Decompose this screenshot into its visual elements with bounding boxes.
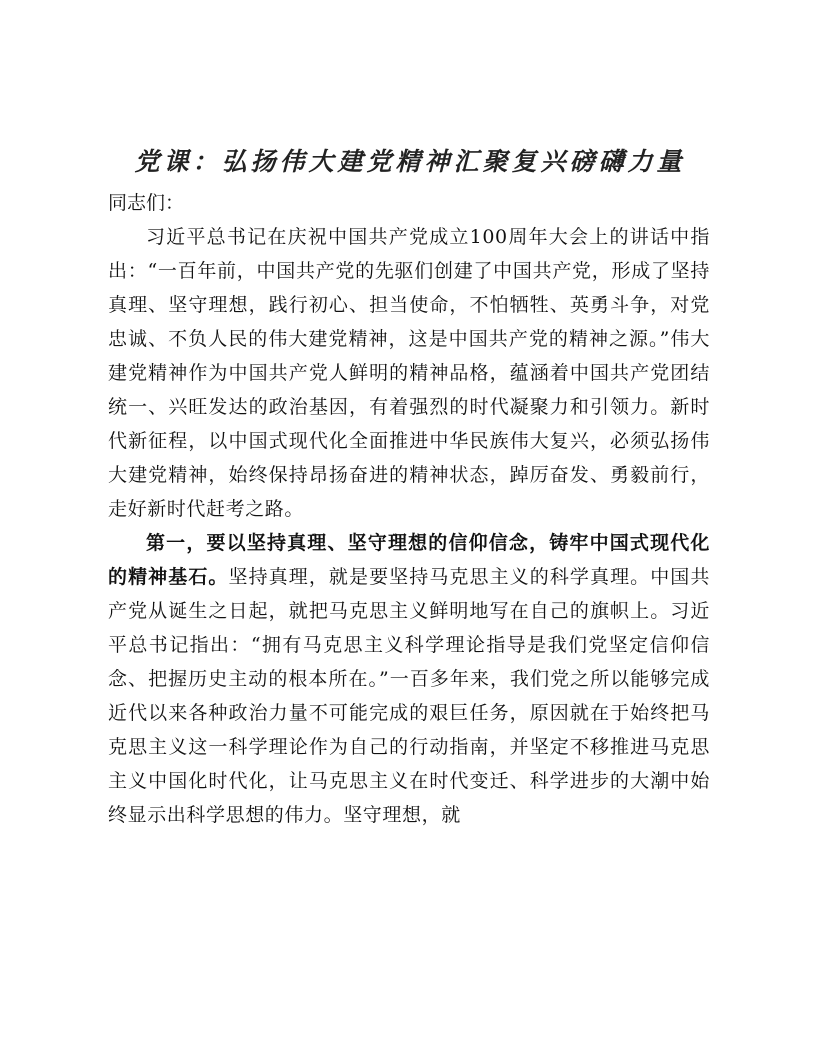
paragraph-body-text: 坚持真理，就是要坚持马克思主义的科学真理。中国共产党从诞生之日起，就把马克思主义鲜明地写在自己的旗帜上。习近平总书记指出：“拥有马克思主义科学理论指导是我们党坚定信仰信念、把握历史主动的根本所在。”一百多年来，我们党之所以能够完成近代以来各种政治力量不可能完成的艰巨任务，原因就在于始终把马克思主义这一科学理论作为自己的行动指南，并坚定不移推进马克思主义中国化时代化，让马克思主义在时代变迁、科学进步的大潮中始终显示出科学思想的伟力。坚守理想，就 bbox=[108, 566, 710, 826]
paragraph-lead-sentence: 第一，要以坚持真理、坚守理想的信仰信念，铸牢中国式现代化的精神基石。 bbox=[108, 532, 710, 588]
document-body bbox=[108, 186, 710, 832]
document-title: 党课：弘扬伟大建党精神汇聚复兴磅礴力量 bbox=[134, 147, 686, 176]
salutation: 同志们： bbox=[108, 192, 185, 214]
paragraph-first-point bbox=[108, 526, 710, 832]
paragraph-intro: 习近平总书记在庆祝中国共产党成立100周年大会上的讲话中指出：“一百年前，中国共产党的先驱们创建了中国共产党，形成了坚持真理、坚守理想，践行初心、担当使命，不怕牺牲、英勇斗争，对党忠诚、不负人民的伟大建党精神，这是中国共产党的精神之源。”伟大建党精神作为中国共产党人鲜明的精神品格，蕴涵着中国共产党团结统一、兴旺发达的政治基因，有着强烈的时代凝聚力和引领力。新时代新征程，以中国式现代化全面推进中华民族伟大复兴，必须弘扬伟大建党精神，始终保持昂扬奋进的精神状态，踔厉奋发、勇毅前行，走好新时代赶考之路。 bbox=[108, 226, 710, 520]
